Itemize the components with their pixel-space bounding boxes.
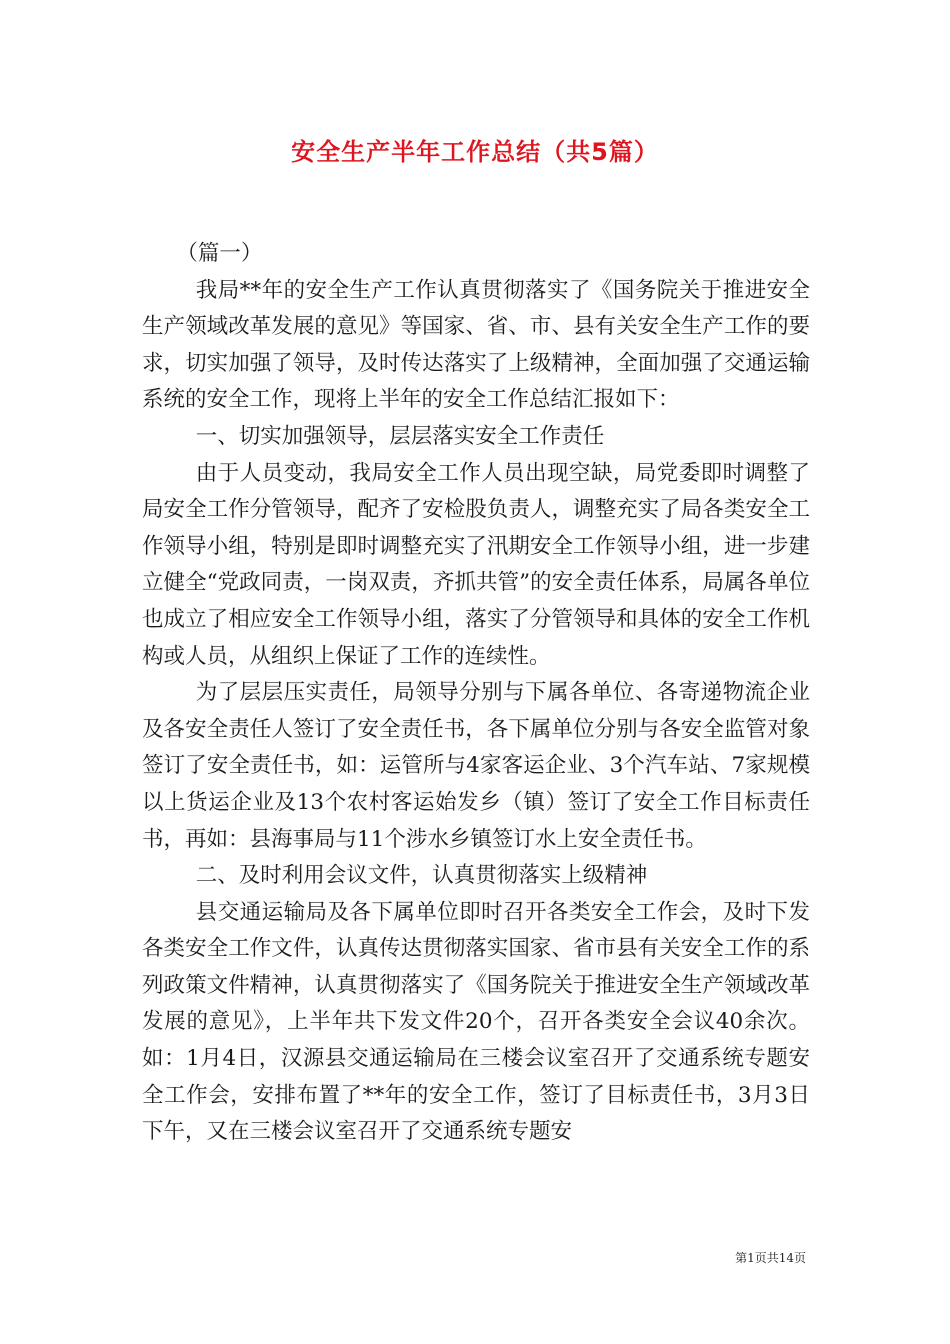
document-title: 安全生产半年工作总结（共5篇）	[291, 138, 659, 166]
paragraph-responsibility: 为了层层压实责任，局领导分别与下属各单位、各寄递物流企业及各安全责任人签订了安全责任书，各下属单位分别与各安全监管对象签订了安全责任书，如：运管所与4家客运企业、3个汽车站、7家规模以上货运企业及13个农村客运始发乡（镇）签订了安全工作目标责任书，再如：县海事局与11个涉水乡镇签订水上安全责任书。	[142, 680, 810, 852]
page-number-footer: 第1页共14页	[735, 1251, 806, 1265]
heading-section-1: 一、切实加强领导，层层落实安全工作责任	[195, 423, 605, 449]
paragraph-intro: 我局**年的安全生产工作认真贯彻落实了《国务院关于推进安全生产领域改革发展的意见》等国家、省、市、县有关安全生产工作的要求，切实加强了领导，及时传达落实了上级精神，全面加强了交通运输系统的安全工作，现将上半年的安全工作总结汇报如下：	[142, 277, 810, 413]
heading-section-2: 二、及时利用会议文件，认真贯彻落实上级精神	[195, 863, 648, 889]
paragraph-staffing: 由于人员变动，我局安全工作人员出现空缺，局党委即时调整了局安全工作分管领导，配齐了安检股负责人，调整充实了局各类安全工作领导小组，特别是即时调整充实了汛期安全工作领导小组，进一步建立健全“党政同责，一岗双责，齐抓共管”的安全责任体系，局属各单位也成立了相应安全工作领导小组，落实了分管领导和具体的安全工作机构或人员，从组织上保证了工作的连续性。	[142, 460, 810, 669]
paragraph-meetings: 县交通运输局及各下属单位即时召开各类安全工作会，及时下发各类安全工作文件，认真传达贯彻落实国家、省市县有关安全工作的系列政策文件精神，认真贯彻落实了《国务院关于推进安全生产领域改革发展的意见》，上半年共下发文件20个，召开各类安全会议40余次。如：1月4日，汉源县交通运输局在三楼会议室召开了交通系统专题安全工作会，安排布置了**年的安全工作，签订了目标责任书，3月3日下午，又在三楼会议室召开了交通系统专题安	[142, 899, 810, 1145]
section-label: （篇一）	[176, 241, 263, 266]
document-body	[142, 236, 810, 1151]
